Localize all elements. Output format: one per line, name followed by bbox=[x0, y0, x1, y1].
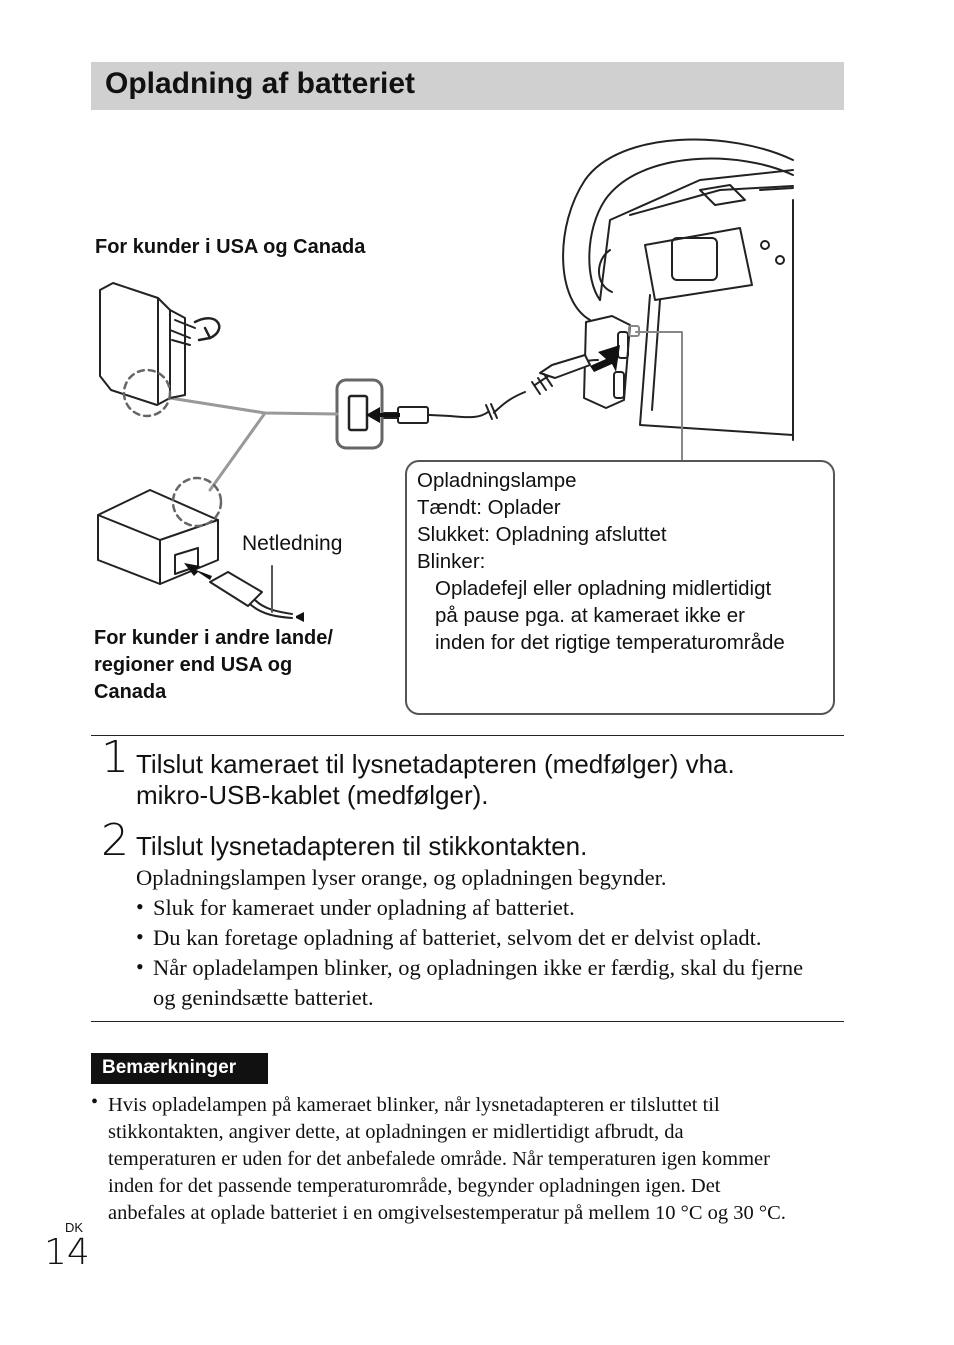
label-other-regions: For kunder i andre lande/ regioner end USA og Canada bbox=[94, 627, 333, 703]
page-title: Opladning af batteriet bbox=[105, 67, 416, 100]
step-2-text: Tilslut lysnetadapteren til stikkontakten. bbox=[136, 831, 588, 861]
bullet-item: Du kan foretage opladning af batteriet, selvom det er delvist opladt. bbox=[153, 925, 762, 950]
camera-drawing bbox=[563, 140, 793, 440]
callout-title: Opladningslampe bbox=[417, 469, 577, 492]
callout-off: Slukket: Opladning afsluttet bbox=[417, 523, 667, 546]
bullet-item: Sluk for kameraet under opladning af batteriet. bbox=[153, 895, 575, 920]
step-1-number: 1 bbox=[101, 732, 129, 783]
bullet-item: Når opladelampen blinker, og opladningen ikke er færdig, skal du fjerne bbox=[153, 955, 804, 980]
step-2-number: 2 bbox=[101, 815, 129, 866]
country-code: DK bbox=[65, 1220, 84, 1235]
bullet-dot: • bbox=[136, 894, 144, 919]
bullet-dot: • bbox=[91, 1091, 99, 1113]
step-2-intro: Opladningslampen lyser orange, og opladningen begynder. bbox=[136, 865, 667, 890]
charge-lamp-callout bbox=[405, 460, 835, 715]
divider bbox=[91, 735, 844, 736]
bullet-dot: • bbox=[136, 954, 144, 979]
bullet-dot: • bbox=[136, 924, 144, 949]
callout-blink: Blinker: bbox=[417, 550, 486, 573]
page-number: 14 bbox=[44, 1232, 90, 1273]
label-usa-canada: For kunder i USA og Canada bbox=[95, 236, 366, 258]
callout-blink-detail: på pause pga. at kameraet ikke er bbox=[435, 604, 745, 627]
notes-badge: Bemærkninger bbox=[91, 1053, 268, 1084]
label-power-cord: Netledning bbox=[242, 532, 343, 555]
adapter-usa-drawing bbox=[100, 283, 219, 416]
note-text: Hvis opladelampen på kameraet blinker, når lysnetadapteren er tilsluttet til stikkontakten, angiver dette, at opladningen er midlertidigt afbrudt, da temperaturen er uden for det anbefalede område. Når temperaturen igen kommer inden for det passende temperaturområde, begynder opladningen igen. Det anbefales at oplade batteriet i en omgivelsestemperatur på mellem 10 °C og 30 °C. bbox=[108, 1094, 786, 1224]
callout-blink-detail: Opladefejl eller opladning midlertidigt bbox=[435, 577, 772, 600]
divider bbox=[91, 1021, 844, 1022]
bullet-item-continued: og genindsætte batteriet. bbox=[153, 985, 374, 1010]
callout-on: Tændt: Oplader bbox=[417, 496, 561, 519]
callout-blink-detail: inden for det rigtige temperaturområde bbox=[435, 631, 785, 654]
section-title-bar bbox=[91, 62, 844, 110]
step-1-text: Tilslut kameraet til lysnetadapteren (medfølger) vha. mikro-USB-kablet (medfølger). bbox=[136, 749, 735, 810]
